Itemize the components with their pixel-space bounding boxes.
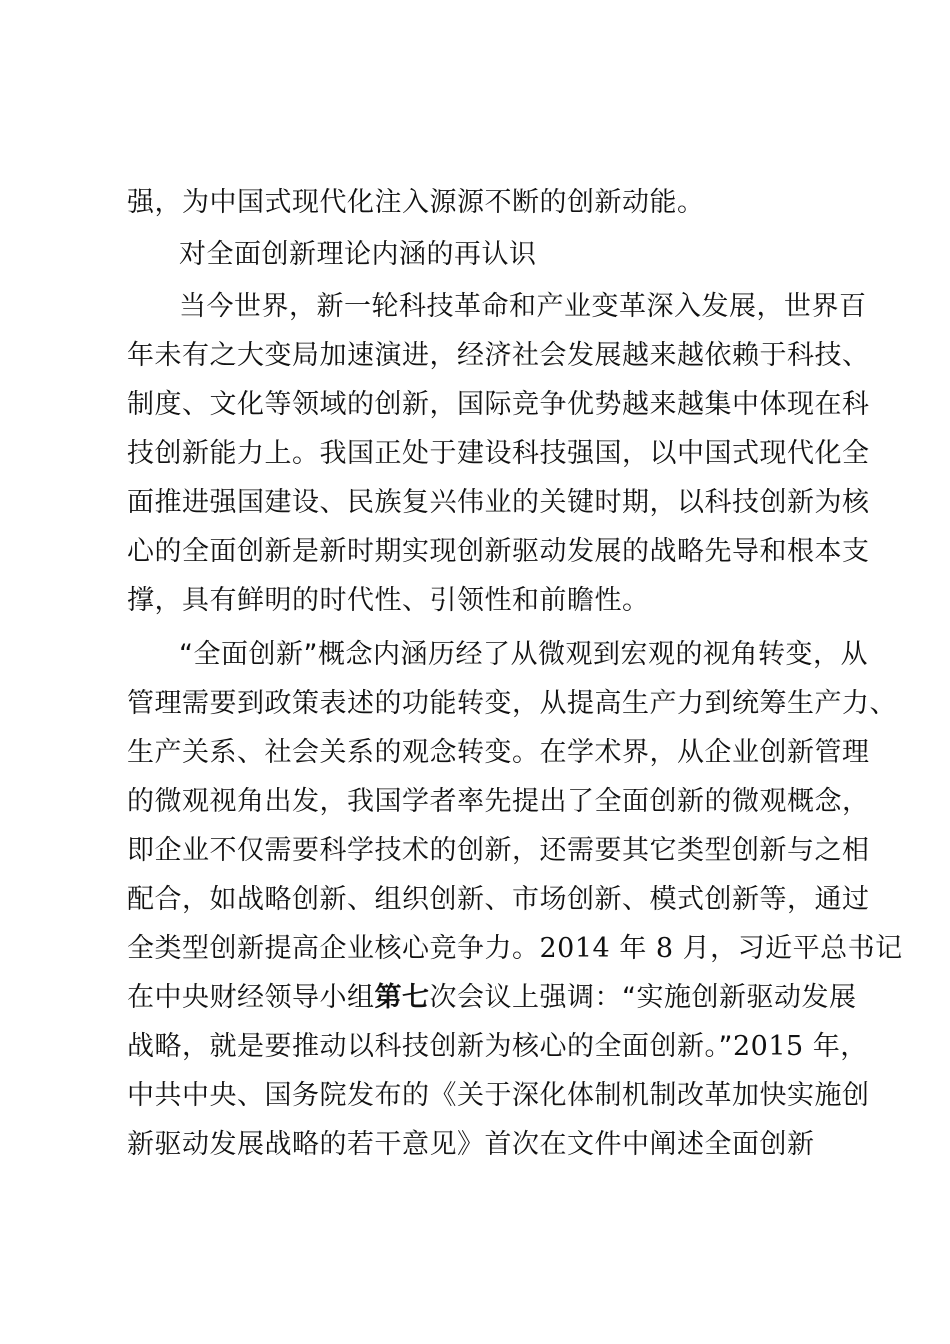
section-heading <box>0 238 950 272</box>
text-line <box>0 736 950 770</box>
body-text: 配合，如战略创新、组织创新、市场创新、模式创新等，通过 <box>127 884 870 915</box>
text-line <box>0 584 950 618</box>
text-line <box>0 981 950 1015</box>
text-line <box>0 785 950 819</box>
text-run: 年 <box>619 933 647 964</box>
text-run: 在中央财经领导小组 <box>127 982 375 1013</box>
text-run: 全类型创新提高企业核心竞争力。 <box>127 933 540 964</box>
body-text: 面推进强国建设、民族复兴伟业的关键时期，以科技创新为核 <box>127 487 870 518</box>
body-text <box>127 981 857 1015</box>
text-line <box>0 535 950 569</box>
body-text: 技创新能力上。我国正处于建设科技强国，以中国式现代化全 <box>127 438 870 469</box>
text-line <box>0 388 950 422</box>
text-line <box>0 834 950 868</box>
body-text: 撑，具有鲜明的时代性、引领性和前瞻性。 <box>127 585 650 616</box>
text-line <box>0 437 950 471</box>
body-text: 生产关系、社会关系的观念转变。在学术界，从企业创新管理 <box>127 737 870 768</box>
body-text: 年未有之大变局加速演进，经济社会发展越来越依赖于科技、 <box>127 340 870 371</box>
body-text: 新驱动发展战略的若干意见》首次在文件中阐述全面创新 <box>127 1129 815 1160</box>
text-line <box>0 932 950 966</box>
text-run: 年， <box>812 1031 868 1062</box>
year-number: 2014 <box>539 933 611 964</box>
month-number: 8 <box>655 933 674 964</box>
body-text <box>127 1030 868 1064</box>
text-line <box>0 883 950 917</box>
body-text: 强，为中国式现代化注入源源不断的创新动能。 <box>127 187 705 218</box>
body-text: 的微观视角出发，我国学者率先提出了全面创新的微观概念， <box>127 786 870 817</box>
text-line <box>0 687 950 721</box>
text-line <box>0 1079 950 1113</box>
body-text: 制度、文化等领域的创新，国际竞争优势越来越集中体现在科 <box>127 389 870 420</box>
body-text <box>127 932 903 966</box>
text-run: 次会议上强调：“实施创新驱动发展 <box>429 982 857 1013</box>
body-text: 中共中央、国务院发布的《关于深化体制机制改革加快实施创 <box>127 1080 870 1111</box>
body-text: 心的全面创新是新时期实现创新驱动发展的战略先导和根本支 <box>127 536 870 567</box>
body-text: 当今世界，新一轮科技革命和产业变革深入发展，世界百 <box>179 291 867 322</box>
text-line <box>0 1030 950 1064</box>
body-text: “全面创新”概念内涵历经了从微观到宏观的视角转变，从 <box>179 639 868 670</box>
text-line <box>0 339 950 373</box>
bold-text-run: 第七 <box>374 982 430 1013</box>
text-line <box>0 638 950 672</box>
body-text: 即企业不仅需要科学技术的创新，还需要其它类型创新与之相 <box>127 835 870 866</box>
text-line <box>0 486 950 520</box>
text-line <box>0 186 950 220</box>
text-line <box>0 290 950 324</box>
body-text: 管理需要到政策表述的功能转变，从提高生产力到统筹生产力、 <box>127 688 897 719</box>
text-run: 月，习近平总书记 <box>682 933 903 964</box>
text-run: 战略，就是要推动以科技创新为核心的全面创新。” <box>127 1031 733 1062</box>
section-heading-text: 对全面创新理论内涵的再认识 <box>179 239 537 270</box>
text-line <box>0 1128 950 1162</box>
year-number: 2015 <box>733 1031 804 1062</box>
